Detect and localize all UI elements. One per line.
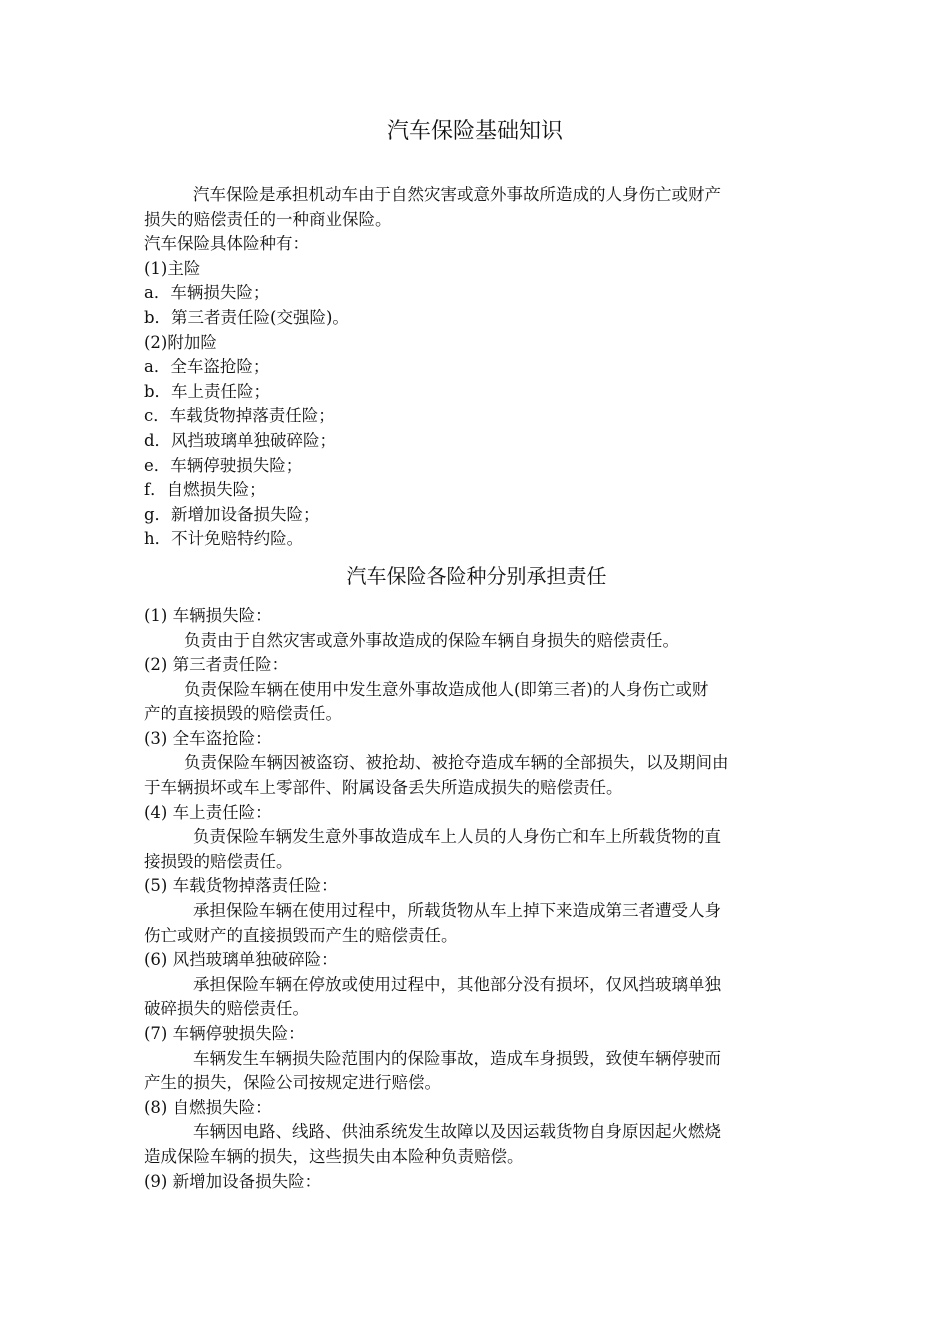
responsibility-heading: (6) 风挡玻璃单独破碎险： bbox=[144, 950, 338, 970]
responsibility-heading: (3) 全车盗抢险： bbox=[144, 728, 272, 748]
responsibility-heading: (2) 第三者责任险： bbox=[144, 655, 289, 675]
responsibility-text: 负责由于自然灾害或意外事故造成的保险车辆自身损失的赔偿责任。 bbox=[184, 630, 679, 650]
responsibility-text: 负责保险车辆发生意外事故造成车上人员的人身伤亡和车上所载货物的直 bbox=[193, 827, 721, 847]
intro-paragraph-cont: 损失的赔偿责任的一种商业保险。 bbox=[144, 209, 392, 229]
list-item: f．自燃损失险； bbox=[144, 480, 266, 500]
responsibility-text-cont: 产的直接损毁的赔偿责任。 bbox=[144, 704, 342, 724]
responsibility-heading: (9) 新增加设备损失险： bbox=[144, 1171, 322, 1191]
responsibility-heading: (4) 车上责任险： bbox=[144, 802, 272, 822]
responsibility-text: 车辆发生车辆损失险范围内的保险事故，造成车身损毁，致使车辆停驶而 bbox=[193, 1048, 721, 1068]
types-heading: 汽车保险具体险种有： bbox=[144, 234, 309, 254]
responsibility-text: 承担保险车辆在停放或使用过程中，其他部分没有损坏，仅风挡玻璃单独 bbox=[193, 974, 721, 994]
main-insurance-heading: (1)主险 bbox=[144, 258, 201, 278]
responsibility-text-cont: 产生的损失，保险公司按规定进行赔偿。 bbox=[144, 1073, 441, 1093]
responsibility-text: 车辆因电路、线路、供油系统发生故障以及因运载货物自身原因起火燃烧 bbox=[193, 1122, 721, 1142]
responsibility-text: 负责保险车辆因被盗窃、被抢劫、被抢夺造成车辆的全部损失，以及期间由 bbox=[184, 753, 729, 773]
responsibility-heading: (5) 车载货物掉落责任险： bbox=[144, 876, 338, 896]
list-item: h．不计免赔特约险。 bbox=[144, 529, 304, 549]
responsibility-heading: (1) 车辆损失险： bbox=[144, 605, 272, 625]
responsibility-text-cont: 造成保险车辆的损失，这些损失由本险种负责赔偿。 bbox=[144, 1146, 524, 1166]
responsibility-text: 负责保险车辆在使用中发生意外事故造成他人(即第三者)的人身伤亡或财 bbox=[184, 679, 709, 699]
list-item: a．全车盗抢险； bbox=[144, 357, 270, 377]
document-body bbox=[144, 183, 809, 1194]
addon-insurance-heading: (2)附加险 bbox=[144, 332, 217, 352]
responsibility-text-cont: 于车辆损坏或车上零部件、附属设备丢失所造成损失的赔偿责任。 bbox=[144, 778, 623, 798]
responsibility-heading: (8) 自燃损失险： bbox=[144, 1097, 272, 1117]
list-item: b．第三者责任险(交强险)。 bbox=[144, 307, 349, 327]
list-item: d．风挡玻璃单独破碎险； bbox=[144, 430, 337, 450]
list-item: c．车载货物掉落责任险； bbox=[144, 406, 335, 426]
document-title: 汽车保险基础知识 bbox=[386, 119, 563, 144]
responsibility-text-cont: 伤亡或财产的直接损毁而产生的赔偿责任。 bbox=[144, 925, 458, 945]
responsibility-text-cont: 接损毁的赔偿责任。 bbox=[144, 851, 293, 871]
responsibility-text-cont: 破碎损失的赔偿责任。 bbox=[144, 999, 309, 1019]
responsibility-text: 承担保险车辆在使用过程中，所载货物从车上掉下来造成第三者遭受人身 bbox=[193, 901, 721, 921]
list-item: b．车上责任险； bbox=[144, 381, 271, 401]
list-item: e．车辆停驶损失险； bbox=[144, 455, 303, 475]
list-item: a．车辆损失险； bbox=[144, 283, 270, 303]
intro-paragraph: 汽车保险是承担机动车由于自然灾害或意外事故所造成的人身伤亡或财产 bbox=[193, 185, 721, 204]
section-title: 汽车保险各险种分别承担责任 bbox=[346, 563, 607, 588]
list-item: g．新增加设备损失险； bbox=[144, 504, 320, 524]
responsibility-heading: (7) 车辆停驶损失险： bbox=[144, 1024, 305, 1043]
